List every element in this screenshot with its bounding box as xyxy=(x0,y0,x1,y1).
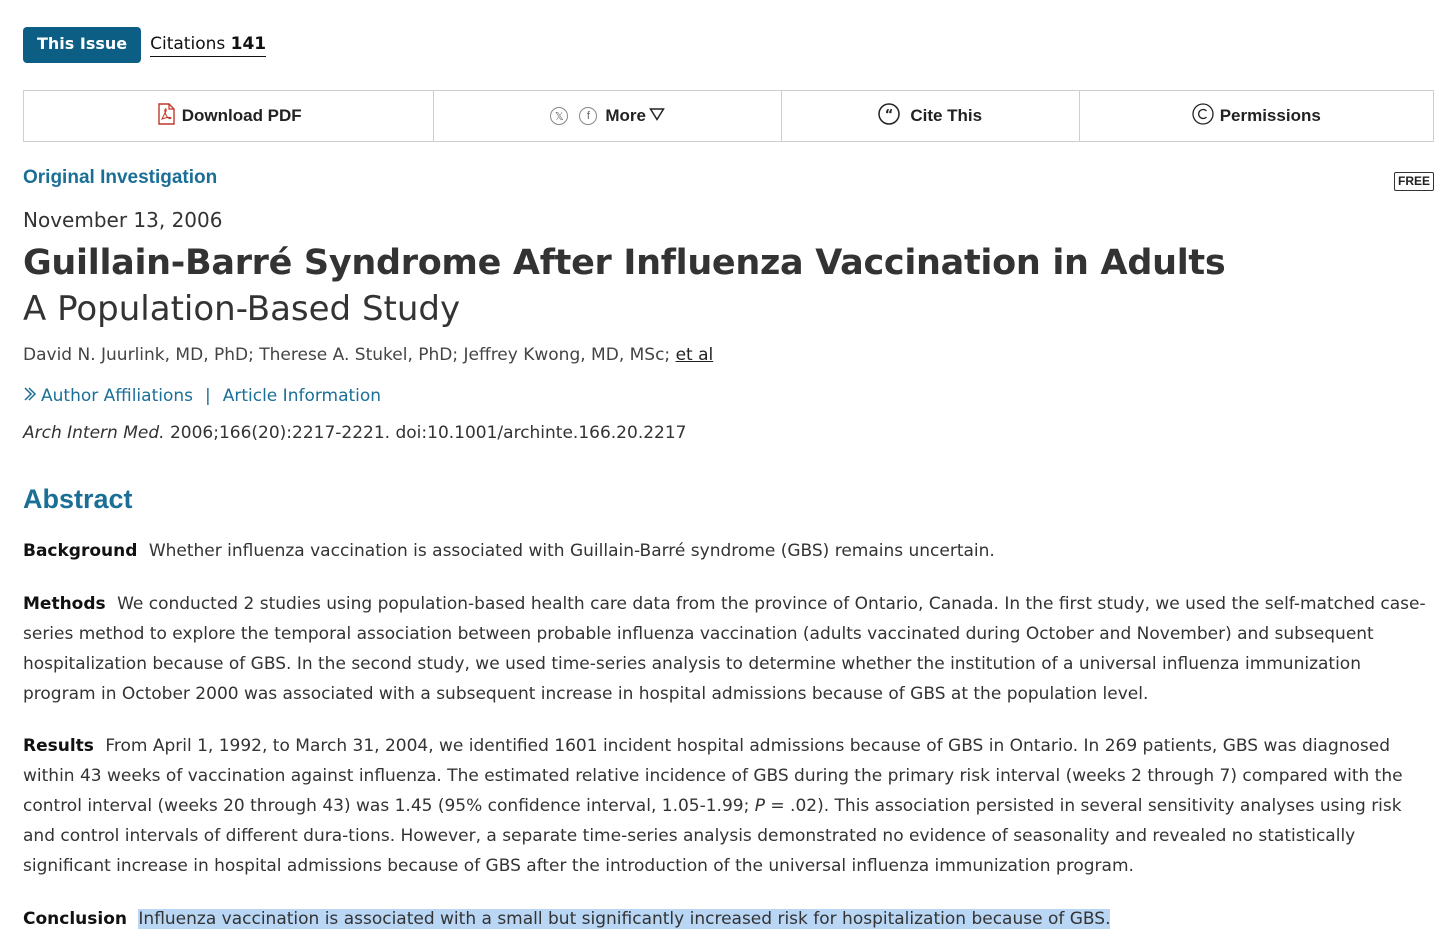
methods-label: Methods xyxy=(23,594,106,614)
double-chevron-right-icon xyxy=(23,386,37,406)
triangle-down-icon xyxy=(649,106,665,126)
article-title: Guillain-Barré Syndrome After Influenza Vaccination in Adults xyxy=(23,243,1226,283)
cite-this-button[interactable] xyxy=(782,91,1080,141)
citations-label: Citations xyxy=(150,34,226,54)
author-list xyxy=(23,345,713,365)
download-pdf-button[interactable] xyxy=(24,91,434,141)
svg-text:“: “ xyxy=(885,107,894,123)
publication-date: November 13, 2006 xyxy=(23,208,223,232)
abstract-heading: Abstract xyxy=(23,484,133,514)
results-text-1: From April 1, 1992, to March 31, 2004, we identified 1601 incident hospital admissions because of GBS in Ontario. In 269 patients, GBS was diagnosed within 43 weeks of vaccination against influenza. The estimated relative incidence of GBS during the primary risk interval (weeks 2 through 7) compared with the control interval (weeks 20 through 43) was 1.45 (95% confidence interval, 1.05-1.99; xyxy=(23,736,1403,816)
x-share-icon[interactable]: 𝕏 xyxy=(550,107,568,125)
abstract-conclusion xyxy=(23,904,1434,934)
facebook-share-icon[interactable]: f xyxy=(579,107,597,125)
journal-name: Arch Intern Med. xyxy=(23,423,165,443)
abstract-methods xyxy=(23,589,1434,709)
permissions-label: Permissions xyxy=(1219,106,1321,125)
article-type-label[interactable]: Original Investigation xyxy=(23,167,218,188)
results-p-symbol: P xyxy=(754,796,765,816)
author-affiliations-label: Author Affiliations xyxy=(41,386,193,406)
tab-this-issue[interactable]: This Issue xyxy=(23,27,141,63)
et-al-link[interactable]: et al xyxy=(675,345,714,365)
cite-this-label: Cite This xyxy=(910,106,983,125)
permissions-button[interactable] xyxy=(1080,91,1434,141)
background-label: Background xyxy=(23,541,138,561)
more-label: More xyxy=(605,106,646,125)
article-links xyxy=(23,386,381,406)
methods-text: We conducted 2 studies using population-based health care data from the province of Ontario, Canada. In the first study, we used the self-matched case-series method to explore the temporal association between probable influenza vaccination (adults vaccinated during October and November) and subsequent hospitalization because of GBS. In the second study, we used time-series analysis to determine whether the institution of a universal influenza immunization program in October 2000 was associated with a subsequent increase in hospital admissions because of GBS at the population level. xyxy=(23,594,1426,704)
article-information-link[interactable]: Article Information xyxy=(222,386,382,406)
copyright-icon xyxy=(1192,103,1214,130)
conclusion-label: Conclusion xyxy=(23,909,127,929)
results-text-2: = .02). This association persisted in several sensitivity analyses using risk and control intervals of different dura-tions. However, a separate time-series analysis demonstrated no evidence of seasonality and revealed no statistically significant increase in hospital admissions because of GBS after the introduction of the universal influenza immunization program. xyxy=(23,796,1402,876)
author-affiliations-link[interactable] xyxy=(23,386,193,406)
abstract-results xyxy=(23,731,1434,881)
share-cell xyxy=(434,91,782,141)
background-text: Whether influenza vaccination is associated with Guillain-Barré syndrome (GBS) remains uncertain. xyxy=(148,541,995,561)
more-share-button[interactable] xyxy=(605,106,665,126)
download-pdf-label: Download PDF xyxy=(181,106,302,125)
tab-citations[interactable] xyxy=(150,33,266,57)
free-badge: FREE xyxy=(1394,172,1434,191)
results-label: Results xyxy=(23,736,94,756)
article-subtitle: A Population-Based Study xyxy=(23,289,461,329)
authors-text: David N. Juurlink, MD, PhD; Therese A. Stukel, PhD; Jeffrey Kwong, MD, MSc; xyxy=(23,345,671,365)
citations-count: 141 xyxy=(230,34,267,54)
pdf-icon xyxy=(156,103,176,130)
citation-details: 2006;166(20):2217-2221. doi:10.1001/archinte.166.20.2217 xyxy=(169,423,687,443)
abstract-background xyxy=(23,536,1434,566)
citation-line xyxy=(23,423,687,443)
article-toolbar xyxy=(23,90,1434,142)
quote-icon xyxy=(878,103,900,130)
link-separator: | xyxy=(205,386,211,406)
conclusion-text: Influenza vaccination is associated with a small but significantly increased risk for hospitalization because of GBS. xyxy=(138,909,1111,929)
issue-tabs xyxy=(23,27,266,63)
